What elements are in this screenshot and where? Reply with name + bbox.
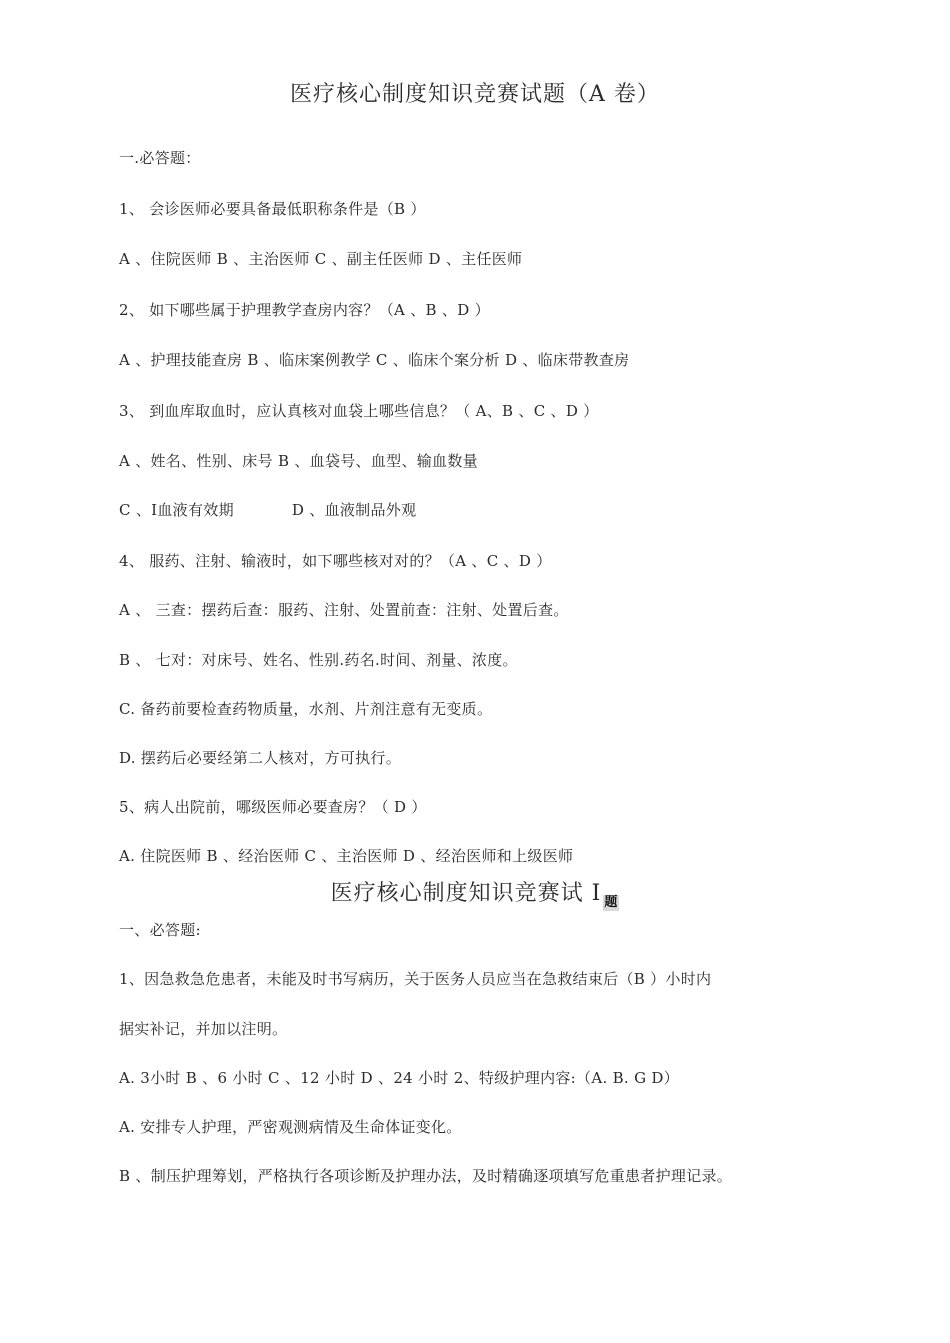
question-4-option-a: A 、 三查：摆药后查：服药、注射、处置前查：注射、处置后查。	[119, 601, 569, 619]
question-4-option-b: B 、 七对：对床号、姓名、性别.药名.时间、剂量、浓度。	[119, 651, 518, 669]
section-2-title	[0, 880, 950, 911]
option-c: C 、I血液有效期	[119, 501, 234, 519]
question-4-option-c: C. 备药前要检查药物质量，水剂、片剂注意有无变质。	[119, 700, 493, 718]
section-2-title-text: 医疗核心制度知识竞赛试 I	[330, 881, 602, 906]
question-4-option-d: D. 摆药后必要经第二人核对，方可执行。	[119, 749, 402, 767]
question-2: 2、 如下哪些属于护理教学查房内容？（A 、B 、D ）	[119, 301, 490, 319]
question-1-options: A 、住院医师 B 、主治医师 C 、副主任医师 D 、主任医师	[119, 250, 523, 268]
s2-question-1-cont: 据实补记，并加以注明。	[119, 1020, 288, 1038]
s2-question-2-option-b: B 、制压护理筹划，严格执行各项诊断及护理办法，及时精确逐项填写危重患者护理记录。	[119, 1167, 733, 1185]
section-2-title-mark: 题	[604, 895, 619, 910]
section-1-heading: 一.必答题：	[119, 149, 201, 167]
s2-question-1: 1、因急救急危患者，未能及时书写病历，关于医务人员应当在急救结束后（B ）小时内	[119, 970, 712, 988]
question-5-options: A. 住院医师 B 、经治医师 C 、主治医师 D 、经治医师和上级医师	[119, 847, 574, 865]
question-4: 4、 服药、注射、输液时，如下哪些核对对的？（A 、C 、D ）	[119, 552, 552, 570]
s2-question-2-option-a: A. 安排专人护理，严密观测病情及生命体证变化。	[119, 1118, 462, 1136]
question-3-options-ab: A 、姓名、性别、床号 B 、血袋号、血型、输血数量	[119, 452, 478, 470]
section-2-heading: 一、必答题:	[119, 921, 201, 939]
question-5: 5、病人出院前，哪级医师必要查房？（ D ）	[119, 798, 427, 816]
s2-question-1-options: A. 3小时 B 、6 小时 C 、12 小时 D 、24 小时 2、特级护理内容:（A. B. G D）	[119, 1069, 680, 1087]
question-3-options-cd	[119, 500, 416, 520]
section-1-title: 医疗核心制度知识竞赛试题（A 卷）	[290, 82, 660, 107]
question-2-options: A 、护理技能查房 B 、临床案例教学 C 、临床个案分析 D 、临床带教查房	[119, 351, 630, 369]
question-1: 1、 会诊医师必要具备最低职称条件是（B ）	[119, 200, 426, 218]
option-d: D 、血液制品外观	[291, 501, 417, 519]
question-3: 3、 到血库取血时，应认真核对血袋上哪些信息？（ A、B 、C 、D ）	[119, 402, 599, 420]
